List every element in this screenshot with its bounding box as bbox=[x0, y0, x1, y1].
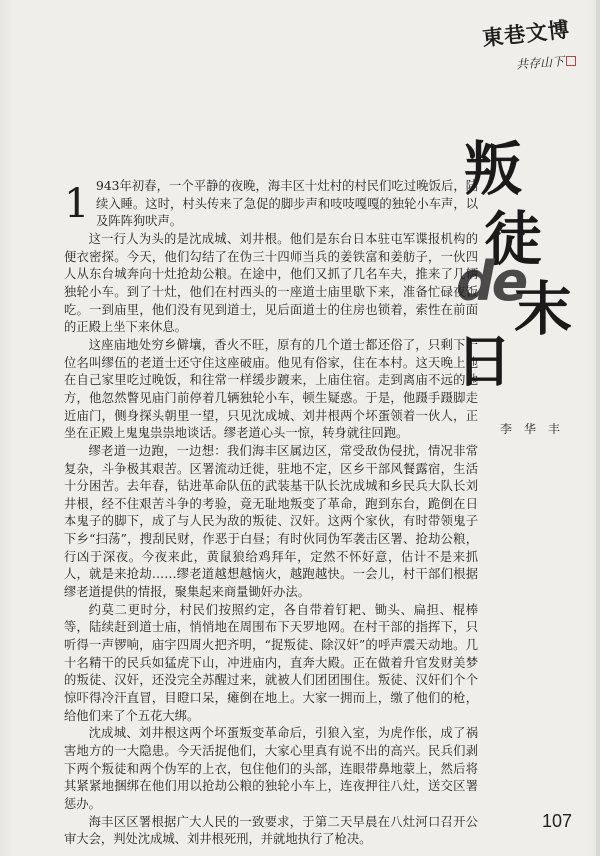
article-body bbox=[64, 178, 478, 849]
page-edge bbox=[596, 0, 600, 856]
paragraph-5: 约莫二更时分，村民们按照约定，各自带着钉耙、锄头、扁担、棍棒等，陆续赶到道士庙，悄悄地在周围布下天罗地网。在村干部的指挥下，只听得一声锣响，庙宇四周火把齐明，“捉叛徒、除汉奸”的呼声震天动地。几十名精干的民兵如猛虎下山，冲进庙内，直奔大殿。正在做着升官发财美梦的叛徒、汉奸，还没完全苏醒过来，就被人们团团围住。叛徒、汉奸们个个惊吓得冷汗直冒，目瞪口呆，瘫倒在地上。大家一拥而上，缴了他们的枪，给他们来了个五花大绑。 bbox=[64, 602, 478, 723]
paragraph-7: 海丰区区署根据广大人民的一致要求，于第二天早晨在八灶河口召开公审大会，判处沈成城、刘井根死刑，并就地执行了枪决。 bbox=[64, 814, 478, 847]
paragraph-4: 缪老道一边跑，一边想：我们海丰区属边区，常受敌伪侵扰，情况非常复杂，斗争极其艰苦。区署流动迁徙，驻地不定，区乡干部风餐露宿，生活十分困苦。去年春，钻进革命队伍的武装基干队长沈成城和乡民兵大队长刘井根，经不住艰苦斗争的考验，竟无耻地叛变了革命，跑到东台，跪倒在日本鬼子的脚下，成了与人民为敌的叛徒、汉奸。这两个家伙，有时带领鬼子下乡“扫荡”，搜刮民财，作恶于白昼；有时伙同伪军袭击区署、抢劫公粮，行凶于深夜。今夜来此，黄鼠狼给鸡拜年，定然不怀好意，估计不是来抓人，就是来抢劫……缪老道越想越恼火，越跑越快。一会儿，村干部们根据缪老道提供的情报，聚集起来商量锄奸办法。 bbox=[64, 443, 478, 600]
paragraph-3: 这座庙地处穷乡僻壤，香火不旺，原有的几个道士都还俗了，只剩下一位名叫缪伍的老道士还守住这座破庙。他见有俗家，住在本村。这天晚上他在自己家里吃过晚饭，和往常一样缓步踱来，上庙住宿。走到离庙不远的地方，他忽然瞥见庙门前停着几辆独轮小车，顿生疑惑。于是，他蹑手蹑脚走近庙门，侧身探头朝里一望，只见沈成城、刘井根两个坏蛋领着一伙人，正坐在正殿上鬼鬼祟祟地谈话。缪老道心头一惊，转身就往回跑。 bbox=[64, 337, 478, 441]
calligraphy-signature: 共存山下 bbox=[515, 54, 565, 72]
seal-icon bbox=[566, 56, 576, 66]
title-char-5: 日 bbox=[456, 330, 512, 395]
title-char-1: 叛 bbox=[464, 135, 523, 203]
column-brand bbox=[446, 18, 576, 70]
title-char-3: de bbox=[456, 250, 526, 313]
paragraph-text: 943年初春，一个平静的夜晚，海丰区十灶村的村民们吃过晚饭后，陆续入睡。这时，村头传来了急促的脚步声和吱吱嘎嘎的独轮小车声，以及阵阵狗吠声。 bbox=[96, 179, 478, 229]
title-char-4: 末 bbox=[514, 275, 573, 343]
paragraph-2: 这一行人为头的是沈成城、刘井根。他们是东台日本驻屯军谍报机构的便衣密探。今天，他们勾结了在伪三十四师当兵的姜铁富和姜舫子，一伙四人从东台城奔向十灶抢劫公粮。在途中，他们又抓了几名车夫，推来了几辆独轮小车。到了十灶，他们在村西头的一座道士庙里歇下来，准备忙碌夜饭吃。一到庙里，他们没有见到道士，见后面道士的住房也锁着，索性在前面的正殿上坐下来休息。 bbox=[64, 231, 478, 335]
paragraph-1 bbox=[64, 178, 478, 231]
paragraph-6: 沈成城、刘井根这两个坏蛋叛变革命后，引狼入室，为虎作伥，成了祸害地方的一大隐患。今天活捉他们，大家心里真有说不出的高兴。民兵们剥下两个叛徒和两个伪军的上衣，包住他们的头部，连眼带鼻地蒙上，然后将其紧紧地捆绑在他们用以抢劫公粮的独轮小车上，连夜押往八灶，送交区署惩办。 bbox=[64, 726, 478, 811]
page-number: 107 bbox=[541, 811, 572, 831]
author-name: 李华丰 bbox=[500, 422, 573, 436]
drop-cap: 1 bbox=[64, 181, 90, 227]
column-title: 東巷文博 bbox=[480, 16, 572, 51]
title-char-2: 徒 bbox=[484, 205, 543, 273]
